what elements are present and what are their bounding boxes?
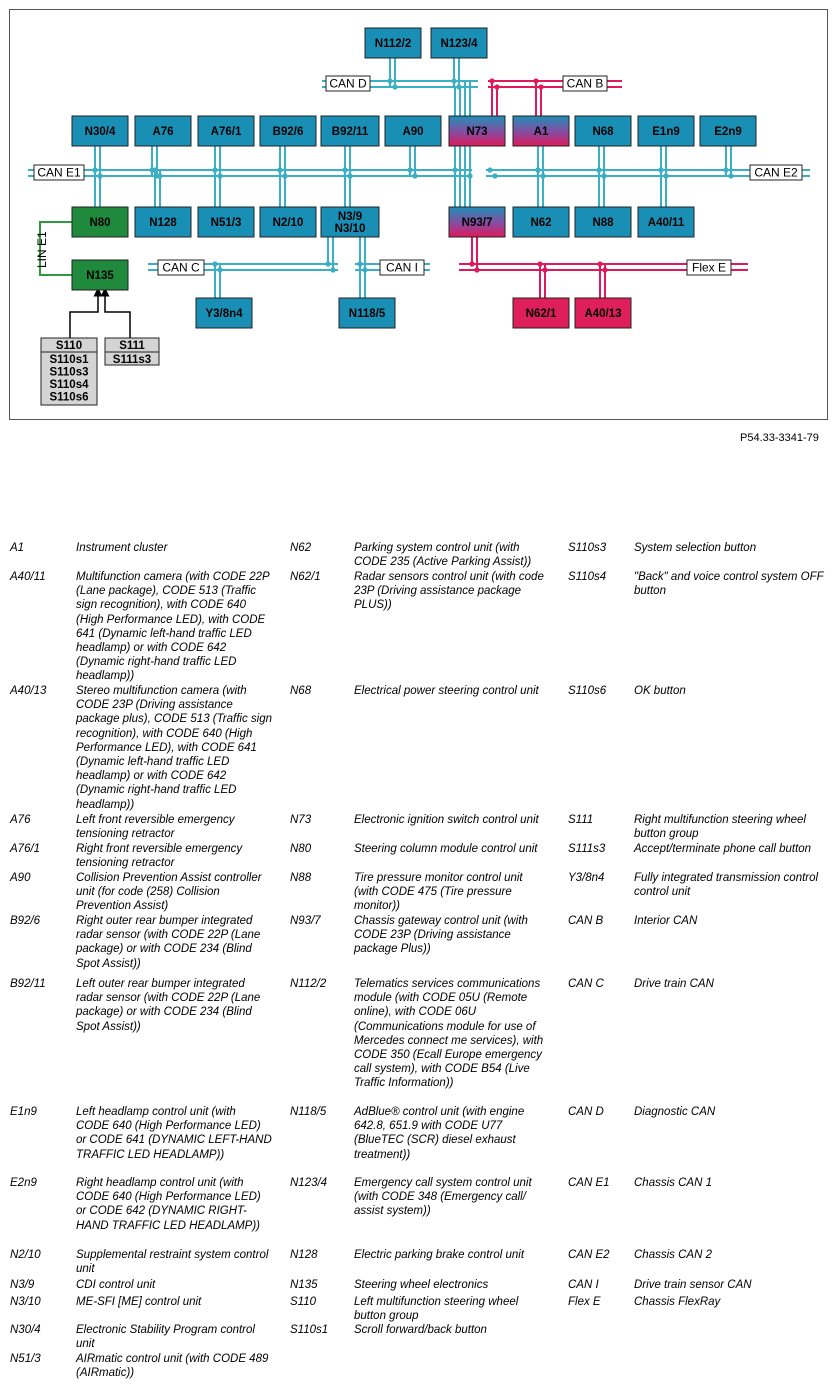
node-e1n9 — [638, 116, 694, 146]
legend-text: Chassis CAN 1 — [634, 1177, 712, 1189]
node-y3-8n4 — [196, 298, 252, 328]
node-n88 — [575, 207, 631, 237]
node-label: N30/4 — [84, 126, 116, 138]
junction-dot — [542, 267, 547, 272]
junction-dot — [407, 167, 412, 172]
node-b92-11 — [321, 116, 379, 146]
legend-text: Steering column module control unit — [354, 843, 538, 855]
legend-text: Diagnostic CAN — [634, 1106, 716, 1118]
legend-text: OK button — [634, 685, 686, 697]
legend-code: E2n9 — [10, 1177, 37, 1189]
junction-dot — [467, 173, 472, 178]
junction-dot — [535, 167, 540, 172]
topology-svg — [10, 10, 829, 421]
legend-text: Right outer rear bumper integrated radar sensor (with CODE 22P (Lane package) or with CODE 234 (Blind Spot Assist)) — [76, 915, 261, 970]
legend-code: A90 — [10, 872, 31, 884]
junction-dot — [325, 261, 330, 266]
node-a1 — [513, 116, 569, 146]
node-label: A76 — [152, 126, 174, 138]
node-n51-3 — [198, 207, 254, 237]
node-n62 — [513, 207, 569, 237]
node-label: N51/3 — [210, 217, 242, 229]
node-label: A1 — [533, 126, 549, 138]
node-label: N68 — [592, 126, 614, 138]
node-label: A40/13 — [584, 308, 622, 320]
node-label: A90 — [402, 126, 424, 138]
legend-text: Electric parking brake control unit — [354, 1249, 525, 1261]
node-label: Y3/8n4 — [205, 308, 243, 320]
legend-code: S110s4 — [568, 571, 607, 583]
node-n93-7 — [449, 207, 505, 237]
node-label: N62 — [530, 217, 552, 229]
legend-text: Accept/terminate phone call button — [634, 843, 812, 855]
legend-code: CAN I — [568, 1279, 599, 1291]
node-label: E1n9 — [652, 126, 680, 138]
node-label: N73 — [466, 126, 488, 138]
legend-text: Right multifunction steering wheel button group — [634, 814, 806, 841]
legend-code: A40/13 — [10, 685, 47, 697]
legend-code: N135 — [290, 1279, 318, 1291]
node-n73 — [449, 116, 505, 146]
node-label: N62/1 — [525, 308, 557, 320]
node-label: S111 — [119, 340, 145, 352]
legend-text: Left outer rear bumper integrated radar sensor (with CODE 22P (Lane package) or with CODE 234 (Blind Spot Assist)) — [76, 978, 261, 1033]
node-n3-9 — [321, 207, 379, 237]
legend-text: CDI control unit — [76, 1279, 156, 1291]
junction-dot — [474, 267, 479, 272]
node-label: N2/10 — [272, 217, 304, 229]
legend-text: Radar sensors control unit (with code 23P (Driving assistance package PLUS)) — [354, 571, 544, 612]
legend-text: Left headlamp control unit (with CODE 640 (High Performance LED) or CODE 641 (DYNAMIC LEFT-HAND TRAFFIC LED HEADLAMP)) — [76, 1106, 272, 1161]
node-label: N3/9 — [337, 211, 363, 223]
legend-text: Chassis FlexRay — [634, 1296, 721, 1308]
junction-dot — [489, 78, 494, 83]
legend-text: Electronic ignition switch control unit — [354, 814, 539, 826]
legend-code: N123/4 — [290, 1177, 328, 1189]
junction-dot — [469, 261, 474, 266]
junction-dot — [537, 261, 542, 266]
node-s110 — [41, 338, 97, 405]
legend-text: Supplemental restraint system control unit — [76, 1249, 269, 1276]
junction-dot — [456, 84, 461, 89]
legend-text: Electrical power steering control unit — [354, 685, 539, 697]
legend-code: B92/11 — [10, 978, 46, 990]
bus-label-text: CAN E1 — [37, 165, 81, 180]
s111-arrow — [105, 292, 130, 338]
junction-dot — [152, 167, 157, 172]
node-label: B92/11 — [331, 126, 369, 138]
junction-dot — [330, 267, 335, 272]
node-a40-11 — [638, 207, 694, 237]
junction-dot — [492, 173, 497, 178]
bus-label-lin-e1: LIN E1 — [35, 231, 49, 268]
node-label: S110s4 — [49, 379, 89, 391]
legend-code: N112/2 — [290, 978, 327, 990]
junction-dot — [451, 78, 456, 83]
node-label: N112/2 — [374, 38, 412, 50]
node-n68 — [575, 116, 631, 146]
junction-dot — [596, 167, 601, 172]
legend-text: Stereo multifunction camera (with CODE 23P (Driving assistance package plus), CODE 513 (Traffic sign recognition), with CODE 640 (High Performance LED), with CODE 641 (Dynamic left-hand traffic LED headlamp) or with CODE 642 (Dynamic right-hand traffic LED headlamp)) — [76, 685, 273, 811]
bus-label-can-b — [563, 76, 607, 91]
legend-text: Right headlamp control unit (with CODE 640 (High Performance LED) or CODE 642 (DYNAMIC RIGHT-HAND TRAFFIC LED HEADLAMP)) — [76, 1177, 261, 1232]
legend-text: Interior CAN — [634, 915, 698, 927]
junction-dot — [487, 167, 492, 172]
legend-text: AIRmatic control unit (with CODE 489 (AIRmatic)) — [76, 1353, 269, 1380]
legend-text: Collision Prevention Assist controller unit (for code (258) Collision Prevention Assist) — [76, 872, 262, 913]
junction-dot — [282, 173, 287, 178]
node-b92-6 — [260, 116, 316, 146]
bus-label-text: CAN B — [566, 76, 604, 91]
legend-code: N62/1 — [290, 571, 321, 583]
node-n30-4 — [72, 116, 128, 146]
junction-dot — [277, 167, 282, 172]
node-a76-1 — [198, 116, 254, 146]
legend-code: Y3/8n4 — [568, 872, 605, 884]
junction-dot — [723, 167, 728, 172]
node-label: N128 — [149, 217, 177, 229]
node-label: N118/5 — [348, 308, 386, 320]
legend-code: S111 — [568, 814, 594, 826]
legend-text: Chassis CAN 2 — [634, 1249, 712, 1261]
legend-code: S111s3 — [568, 843, 606, 855]
legend-text: Left multifunction steering wheel button group — [354, 1296, 519, 1323]
junction-dot — [212, 167, 217, 172]
junction-dot — [494, 84, 499, 89]
junction-dot — [452, 167, 457, 172]
node-label: S110s6 — [49, 391, 89, 404]
junction-dot — [362, 267, 367, 272]
junction-dot — [540, 173, 545, 178]
legend-code: N68 — [290, 685, 312, 697]
legend-code: B92/6 — [10, 915, 41, 927]
legend-text: "Back" and voice control system OFF button — [634, 571, 824, 598]
legend-text: Emergency call system control unit (with CODE 348 (Emergency call/ assist system)) — [354, 1177, 532, 1218]
junction-dot — [387, 78, 392, 83]
legend-text: Instrument cluster — [76, 542, 168, 554]
node-n62-1 — [513, 298, 569, 328]
legend-code: N73 — [290, 814, 312, 826]
junction-dot — [602, 267, 607, 272]
legend-code: A1 — [10, 542, 25, 554]
junction-dot — [212, 261, 217, 266]
legend-text: System selection button — [634, 542, 757, 554]
legend-text: Fully integrated transmission control control unit — [634, 872, 819, 899]
legend-code: A76/1 — [10, 843, 41, 855]
legend-code: S110s6 — [568, 685, 607, 697]
legend-code: N118/5 — [290, 1106, 327, 1118]
junction-dot — [347, 173, 352, 178]
legend-text: Scroll forward/back button — [354, 1324, 487, 1336]
legend-code: S110s1 — [290, 1324, 329, 1336]
legend-code: A40/11 — [10, 571, 46, 583]
legend-code: N80 — [290, 843, 312, 855]
s110-arrow — [70, 292, 98, 338]
legend-code: N88 — [290, 872, 312, 884]
legend-code: N93/7 — [290, 915, 321, 927]
legend-code: N30/4 — [10, 1324, 41, 1336]
junction-dot — [157, 173, 162, 178]
node-label: S111s3 — [112, 354, 152, 366]
bus-label-flex-e — [687, 260, 731, 275]
node-a76 — [135, 116, 191, 146]
network-diagram — [9, 9, 828, 420]
legend-text: Drive train sensor CAN — [634, 1279, 752, 1291]
legend-text: Electronic Stability Program control unit — [76, 1324, 255, 1351]
legend-text: Chassis gateway control unit (with CODE 23P (Driving assistance package Plus)) — [354, 915, 528, 956]
node-label: N135 — [86, 270, 114, 282]
node-n118-5 — [339, 298, 395, 328]
legend-code: CAN D — [568, 1106, 604, 1118]
junction-dot — [663, 173, 668, 178]
legend-code: CAN C — [568, 978, 604, 990]
bus-label-text: CAN E2 — [754, 165, 798, 180]
node-label: A76/1 — [210, 126, 242, 138]
node-label: B92/6 — [272, 126, 304, 138]
legend-code: CAN E1 — [568, 1177, 610, 1189]
legend-text: Parking system control unit (with CODE 235 (Active Parking Assist)) — [354, 542, 532, 569]
bus-label-text: CAN C — [162, 260, 200, 275]
bus-label-text: CAN I — [385, 260, 419, 275]
node-e2n9 — [700, 116, 756, 146]
bus-label-can-i — [380, 260, 424, 275]
bus-label-can-c — [158, 260, 204, 275]
junction-dot — [217, 267, 222, 272]
node-label: A40/11 — [647, 217, 685, 229]
junction-dot — [92, 167, 97, 172]
junction-dot — [97, 173, 102, 178]
legend-text: Left front reversible emergency tensioning retractor — [76, 814, 235, 841]
bus-label-can-e2 — [750, 165, 802, 180]
junction-dot — [658, 167, 663, 172]
node-n112-2 — [365, 28, 421, 58]
legend-code: A76 — [10, 814, 31, 826]
junction-dot — [357, 261, 362, 266]
bus-label-can-d — [326, 76, 370, 91]
legend-code: CAN E2 — [568, 1249, 610, 1261]
legend-text: Steering wheel electronics — [354, 1279, 489, 1291]
figure-reference: P54.33-3341-79 — [740, 432, 819, 444]
node-n123-4 — [431, 28, 487, 58]
legend-code: CAN B — [568, 915, 604, 927]
junction-dot — [392, 84, 397, 89]
legend-code: S110 — [290, 1296, 317, 1308]
legend-code: N2/10 — [10, 1249, 41, 1261]
junction-dot — [728, 173, 733, 178]
legend-text: Telematics services communications module (with CODE 05U (Remote online), with CODE 06U (Communications module for use of Mercedes connect me services), with CODE 350 (Ecall Europe emergency call system), with CODE B54 (Live Traffic Information)) — [354, 978, 544, 1090]
legend-code: N3/9 — [10, 1279, 35, 1291]
node-label: S110s3 — [49, 366, 89, 379]
legend-code: N51/3 — [10, 1353, 41, 1365]
junction-dot — [217, 173, 222, 178]
node-label: S110s1 — [49, 354, 89, 366]
junction-dot — [412, 173, 417, 178]
node-a40-13 — [575, 298, 631, 328]
legend-code: S110s3 — [568, 542, 607, 554]
node-label: E2n9 — [714, 126, 742, 138]
node-label: S110 — [55, 340, 83, 352]
legend-text: Multifunction camera (with CODE 22P (Lane package), CODE 513 (Traffic sign recognition), with CODE 640 (High Performance LED), with CODE 641 (Dynamic left-hand traffic LED headlamp) or with CODE 642 (Dynamic right-hand traffic LED headlamp)) — [76, 571, 270, 683]
node-label: N88 — [592, 217, 614, 229]
bus-label-can-e1 — [34, 165, 84, 180]
node-s111 — [105, 338, 159, 366]
legend-code: Flex E — [568, 1296, 601, 1308]
legend-text: Tire pressure monitor control unit (with CODE 475 (Tire pressure monitor)) — [354, 872, 523, 913]
legend-code: E1n9 — [10, 1106, 37, 1118]
node-label: N123/4 — [440, 38, 478, 50]
bus-label-text: Flex E — [691, 260, 727, 275]
legend-code: N62 — [290, 542, 312, 554]
legend-text: AdBlue® control unit (with engine 642.8, 651.9 with CODE U77 (BlueTEC (SCR) diesel exhaust treatment)) — [354, 1106, 525, 1161]
node-n135 — [72, 260, 128, 290]
junction-dot — [597, 261, 602, 266]
node-label: N80 — [89, 217, 111, 229]
node-n128 — [135, 207, 191, 237]
legend-text: ME-SFI [ME] control unit — [76, 1296, 202, 1308]
junction-dot — [538, 84, 543, 89]
legend-code: N3/10 — [10, 1296, 41, 1308]
legend-text: Right front reversible emergency tensioning retractor — [76, 843, 243, 870]
legend-text: Drive train CAN — [634, 978, 714, 990]
bus-label-text: CAN D — [329, 76, 367, 91]
junction-dot — [601, 173, 606, 178]
node-label: N93/7 — [461, 217, 493, 229]
legend-code: N128 — [290, 1249, 318, 1261]
node-n2-10 — [260, 207, 316, 237]
junction-dot — [342, 167, 347, 172]
node-label: N3/10 — [334, 223, 366, 235]
node-a90 — [385, 116, 441, 146]
junction-dot — [533, 78, 538, 83]
node-n80 — [72, 207, 128, 237]
